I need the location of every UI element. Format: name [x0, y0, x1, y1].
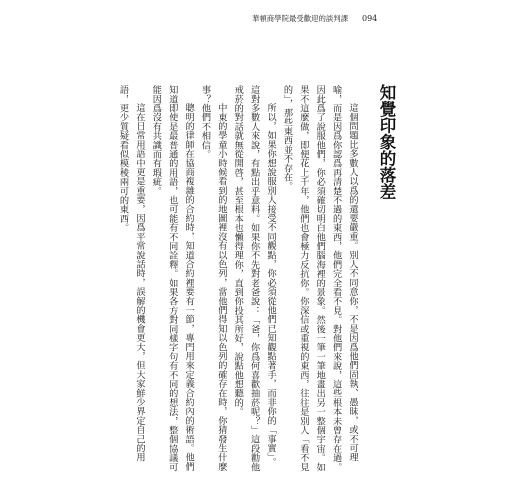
text-line: 的」，那些東西並不存在。: [281, 85, 293, 191]
text-line: 中東的學童小時候看到的地圖裡沒有以色列，當他們得知以色列的確存在時，你猜發生什麼: [215, 103, 227, 472]
text-line: 這對多數人來說，有點出乎意料。如果你不先對老爸說：「爸，你爲何喜歡抽菸呢？」這段勸他: [248, 85, 260, 472]
text-line: 因此爲了說服他們，你必須確切明白他們腦海裡的景象。然後一筆一筆地畫出另一整個宇宙。如: [314, 85, 326, 472]
running-header-book-title: 華頓商學院最受歡迎的談判課: [252, 14, 349, 23]
text-line: 這在日常用語中更是重要，因爲平常說話時，誤解的機會更大，但大家鮮少界定自己的用: [133, 103, 145, 463]
text-line: 知道即使是最普通的用語，也可能有不同詮釋。如果各方對同樣字句有不同的想法，整個協議可: [166, 85, 178, 472]
text-line: 戒菸的對話就無從開啓，甚至根本也懶得理你，直到你投其所好，說點他想聽的。: [232, 85, 244, 417]
text-line: 果不這麼做，即便花上千年，他們也會極力反抗你。你深信或重視的東西，往往是別人「看不見: [297, 85, 309, 472]
text-line: 聰明的律師在協商複雜的合約時，知道合約裡要有一節，專門用來定義合約內的術語。他們: [183, 103, 195, 472]
section-title: 知覺印象的落差: [377, 84, 396, 200]
body-text: [114, 85, 360, 477]
text-line: 所以，如果你想說服別人接受不同觀點，你必須從他們已知觀點著手，而非你的「事實」。: [265, 103, 277, 467]
paragraph: [114, 85, 147, 477]
paragraph: [229, 85, 278, 477]
paragraph: [278, 85, 360, 477]
text-line: 事？他們不相信。: [199, 85, 211, 159]
page-number: 094: [362, 14, 378, 23]
paragraph: [147, 85, 196, 477]
text-line: 語，更少質疑看似模稜兩可的東西。: [117, 85, 129, 233]
text-line: 這個問題比多數人以爲的還要嚴重。別人不同意你，不是因爲他們固執、愚昧，或不可理: [347, 103, 358, 463]
paragraph: [196, 85, 229, 477]
text-line: 喻，而是因爲你認爲再清楚不過的東西，他們完全看不見。對他們來說，這些根本未曾存在過。: [330, 85, 342, 472]
text-line: 能因爲沒有共識而有瑕疵。: [150, 85, 162, 196]
